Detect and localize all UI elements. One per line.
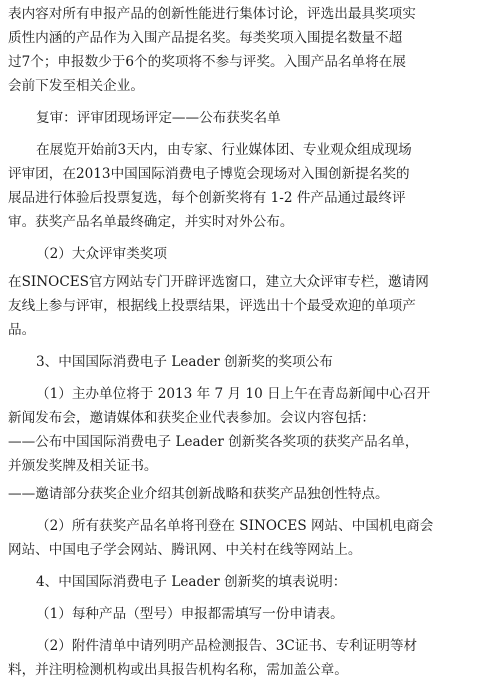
text-line: 品。 — [8, 322, 36, 338]
text-line: ——公布中国国际消费电子 Leader 创新奖各奖项的获奖产品名单， — [8, 434, 419, 450]
text-line: （2）所有获奖产品名单将刊登在 SINOCES 网站、中国机电商会 — [36, 518, 434, 534]
section-3-item-1 — [8, 382, 492, 430]
section-3-heading: 3、中国国际消费电子 Leader 创新奖的奖项公布 — [36, 354, 333, 370]
section-3-item-2 — [8, 514, 492, 562]
text-line: 过7个；申报数少于6个的奖项将不参与评奖。入围产品名单将在展 — [8, 54, 406, 70]
review-paragraph — [8, 138, 492, 234]
text-line: 在SINOCES官方网站专门开辟评选窗口，建立大众评审专栏，邀请网 — [8, 274, 429, 290]
text-line: 审。获奖产品名单最终确定，并实时对外公布。 — [8, 214, 294, 230]
section-4-item-2 — [8, 634, 492, 682]
text-line: 网站、中国电子学会网站、腾讯网、中关村在线等网站上。 — [8, 542, 362, 558]
section-3-dash-item-1 — [8, 430, 492, 478]
text-line: 表内容对所有申报产品的创新性能进行集体讨论，评选出最具奖项实 — [8, 6, 416, 22]
text-line: 并颁发奖牌及相关证书。 — [8, 458, 158, 474]
text-line: 料，并注明检测机构或出具报告机构名称，需加盖公章。 — [8, 662, 348, 678]
text-line: 展品进行体验后投票复选，每个创新奖将有 1-2 件产品通过最终评 — [8, 190, 406, 206]
public-review-heading: （2）大众评审类奖项 — [36, 246, 167, 262]
text-line: 评审团，在2013中国国际消费电子博览会现场对入围创新提名奖的 — [8, 166, 410, 182]
public-review-paragraph — [8, 270, 492, 342]
text-line: 新闻发布会，邀请媒体和获奖企业代表参加。会议内容包括： — [8, 410, 376, 426]
text-line: ——邀请部分获奖企业介绍其创新战略和获奖产品独创性特点。 — [8, 486, 389, 502]
section-4-item-1: （1）每种产品（型号）申报都需填写一份申请表。 — [36, 606, 344, 622]
text-line: 在展览开始前3天内，由专家、行业媒体团、专业观众组成现场 — [36, 142, 412, 158]
intro-paragraph — [8, 2, 492, 98]
text-line: 质性内涵的产品作为入围产品提名奖。每类奖项入围提名数量不超 — [8, 30, 403, 46]
text-line: （2）附件清单中请列明产品检测报告、3C证书、专利证明等材 — [36, 638, 418, 654]
section-4-heading: 4、中国国际消费电子 Leader 创新奖的填表说明： — [36, 574, 347, 590]
section-3-dash-item-2 — [8, 482, 492, 506]
text-line: 会前下发至相关企业。 — [8, 78, 144, 94]
text-line: （1）主办单位将于 2013 年 7 月 10 日上午在青岛新闻中心召开 — [36, 386, 431, 402]
review-heading: 复审：评审团现场评定——公布获奖名单 — [36, 110, 281, 126]
text-line: 友线上参与评审，根据线上投票结果，评选出十个最受欢迎的单项产 — [8, 298, 416, 314]
